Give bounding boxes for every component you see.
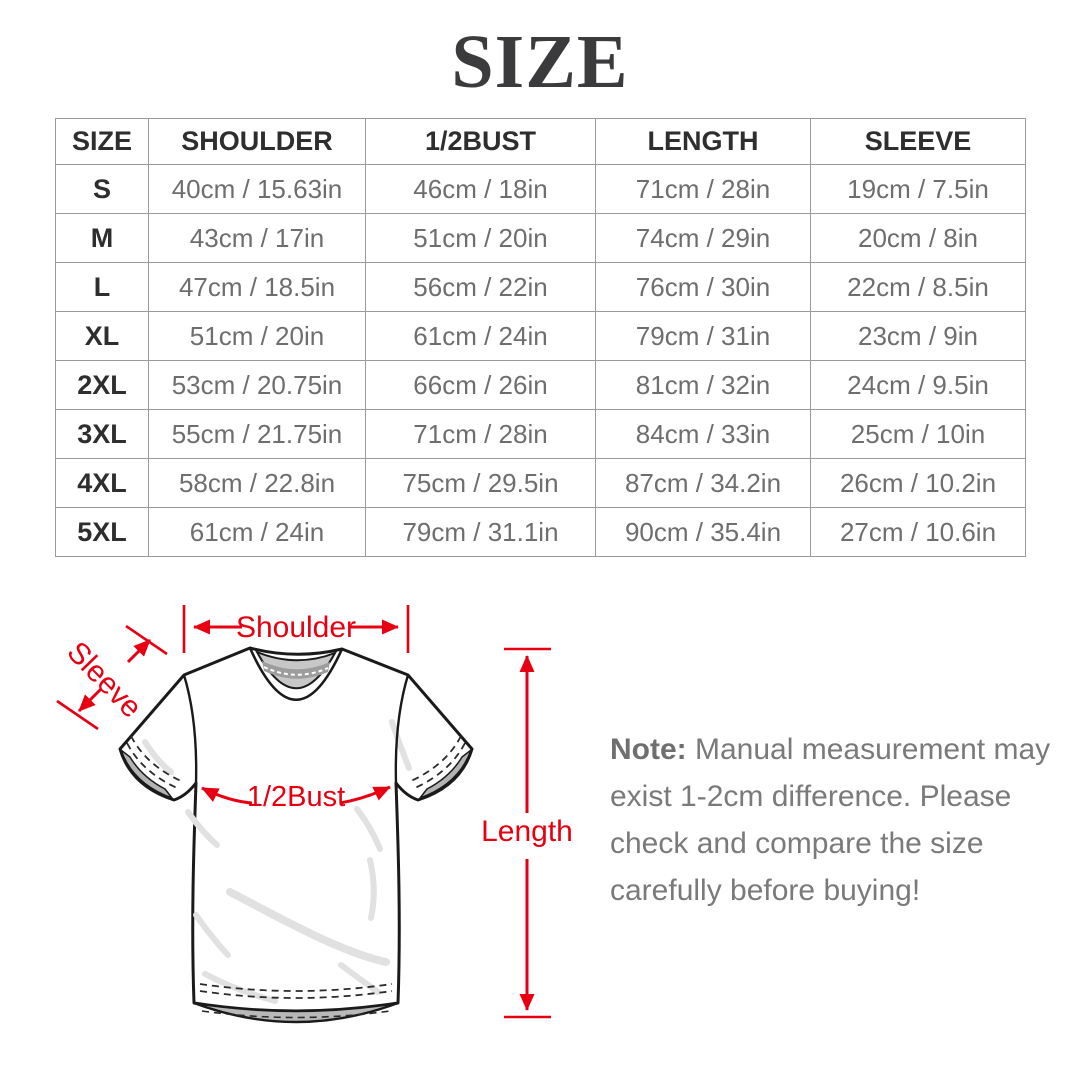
bust-label: 1/2Bust <box>246 781 346 813</box>
table-cell: 5XL <box>56 508 149 557</box>
sleeve-label: Sleeve <box>60 635 148 725</box>
table-cell: 26cm / 10.2in <box>811 459 1026 508</box>
table-row <box>56 263 1026 312</box>
table-cell: 71cm / 28in <box>366 410 596 459</box>
sleeve-upper-tick <box>126 626 167 654</box>
note-label: Note: <box>610 733 687 766</box>
table-cell: 90cm / 35.4in <box>596 508 811 557</box>
table-cell: 61cm / 24in <box>366 312 596 361</box>
table-cell: 74cm / 29in <box>596 214 811 263</box>
sleeve-lower-tick <box>57 701 98 729</box>
table-cell: 23cm / 9in <box>811 312 1026 361</box>
table-cell: 19cm / 7.5in <box>811 165 1026 214</box>
measurement-note <box>610 726 1070 914</box>
table-cell: 79cm / 31.1in <box>366 508 596 557</box>
table-cell: 24cm / 9.5in <box>811 361 1026 410</box>
table-cell: 51cm / 20in <box>366 214 596 263</box>
table-cell: 58cm / 22.8in <box>149 459 366 508</box>
table-cell: 25cm / 10in <box>811 410 1026 459</box>
table-cell: 61cm / 24in <box>149 508 366 557</box>
table-cell: 43cm / 17in <box>149 214 366 263</box>
page-title: SIZE <box>451 20 629 104</box>
table-row <box>56 459 1026 508</box>
table-row <box>56 361 1026 410</box>
table-cell: 4XL <box>56 459 149 508</box>
note-text: Manual measurement may exist 1-2cm difference. Please check and compare the size carefully before buying! <box>610 733 1051 907</box>
table-cell: 84cm / 33in <box>596 410 811 459</box>
column-header-shoulder: SHOULDER <box>149 119 366 165</box>
table-cell: 71cm / 28in <box>596 165 811 214</box>
table-row <box>56 312 1026 361</box>
tshirt-measurement-diagram <box>0 560 580 1080</box>
table-cell: 27cm / 10.6in <box>811 508 1026 557</box>
shoulder-annotation <box>184 605 408 653</box>
column-header-length: LENGTH <box>596 119 811 165</box>
table-row <box>56 410 1026 459</box>
table-cell: 56cm / 22in <box>366 263 596 312</box>
column-header-sleeve: SLEEVE <box>811 119 1026 165</box>
shoulder-label: Shoulder <box>235 611 357 644</box>
table-cell: 51cm / 20in <box>149 312 366 361</box>
table-cell: 66cm / 26in <box>366 361 596 410</box>
table-row <box>56 214 1026 263</box>
table-cell: S <box>56 165 149 214</box>
table-cell: 55cm / 21.75in <box>149 410 366 459</box>
table-cell: 46cm / 18in <box>366 165 596 214</box>
table-cell: 2XL <box>56 361 149 410</box>
column-header-bust: 1/2BUST <box>366 119 596 165</box>
table-cell: 20cm / 8in <box>811 214 1026 263</box>
table-cell: L <box>56 263 149 312</box>
table-cell: 22cm / 8.5in <box>811 263 1026 312</box>
header-row <box>56 119 1026 165</box>
table-cell: 47cm / 18.5in <box>149 263 366 312</box>
length-annotation <box>481 649 573 1017</box>
size-chart-table <box>55 118 1026 557</box>
table-cell: 87cm / 34.2in <box>596 459 811 508</box>
table-row <box>56 165 1026 214</box>
table-cell: 53cm / 20.75in <box>149 361 366 410</box>
table-cell: 79cm / 31in <box>596 312 811 361</box>
table-cell: 3XL <box>56 410 149 459</box>
table-cell: 75cm / 29.5in <box>366 459 596 508</box>
tshirt-body-outline <box>120 648 472 1011</box>
table-cell: 81cm / 32in <box>596 361 811 410</box>
length-label: Length <box>481 815 573 848</box>
table-cell: 76cm / 30in <box>596 263 811 312</box>
table-cell: 40cm / 15.63in <box>149 165 366 214</box>
table-row <box>56 508 1026 557</box>
column-header-size: SIZE <box>56 119 149 165</box>
table-cell: M <box>56 214 149 263</box>
sleeve-arrow-up <box>128 640 150 662</box>
table-cell: XL <box>56 312 149 361</box>
tshirt-drawing <box>120 648 472 1022</box>
